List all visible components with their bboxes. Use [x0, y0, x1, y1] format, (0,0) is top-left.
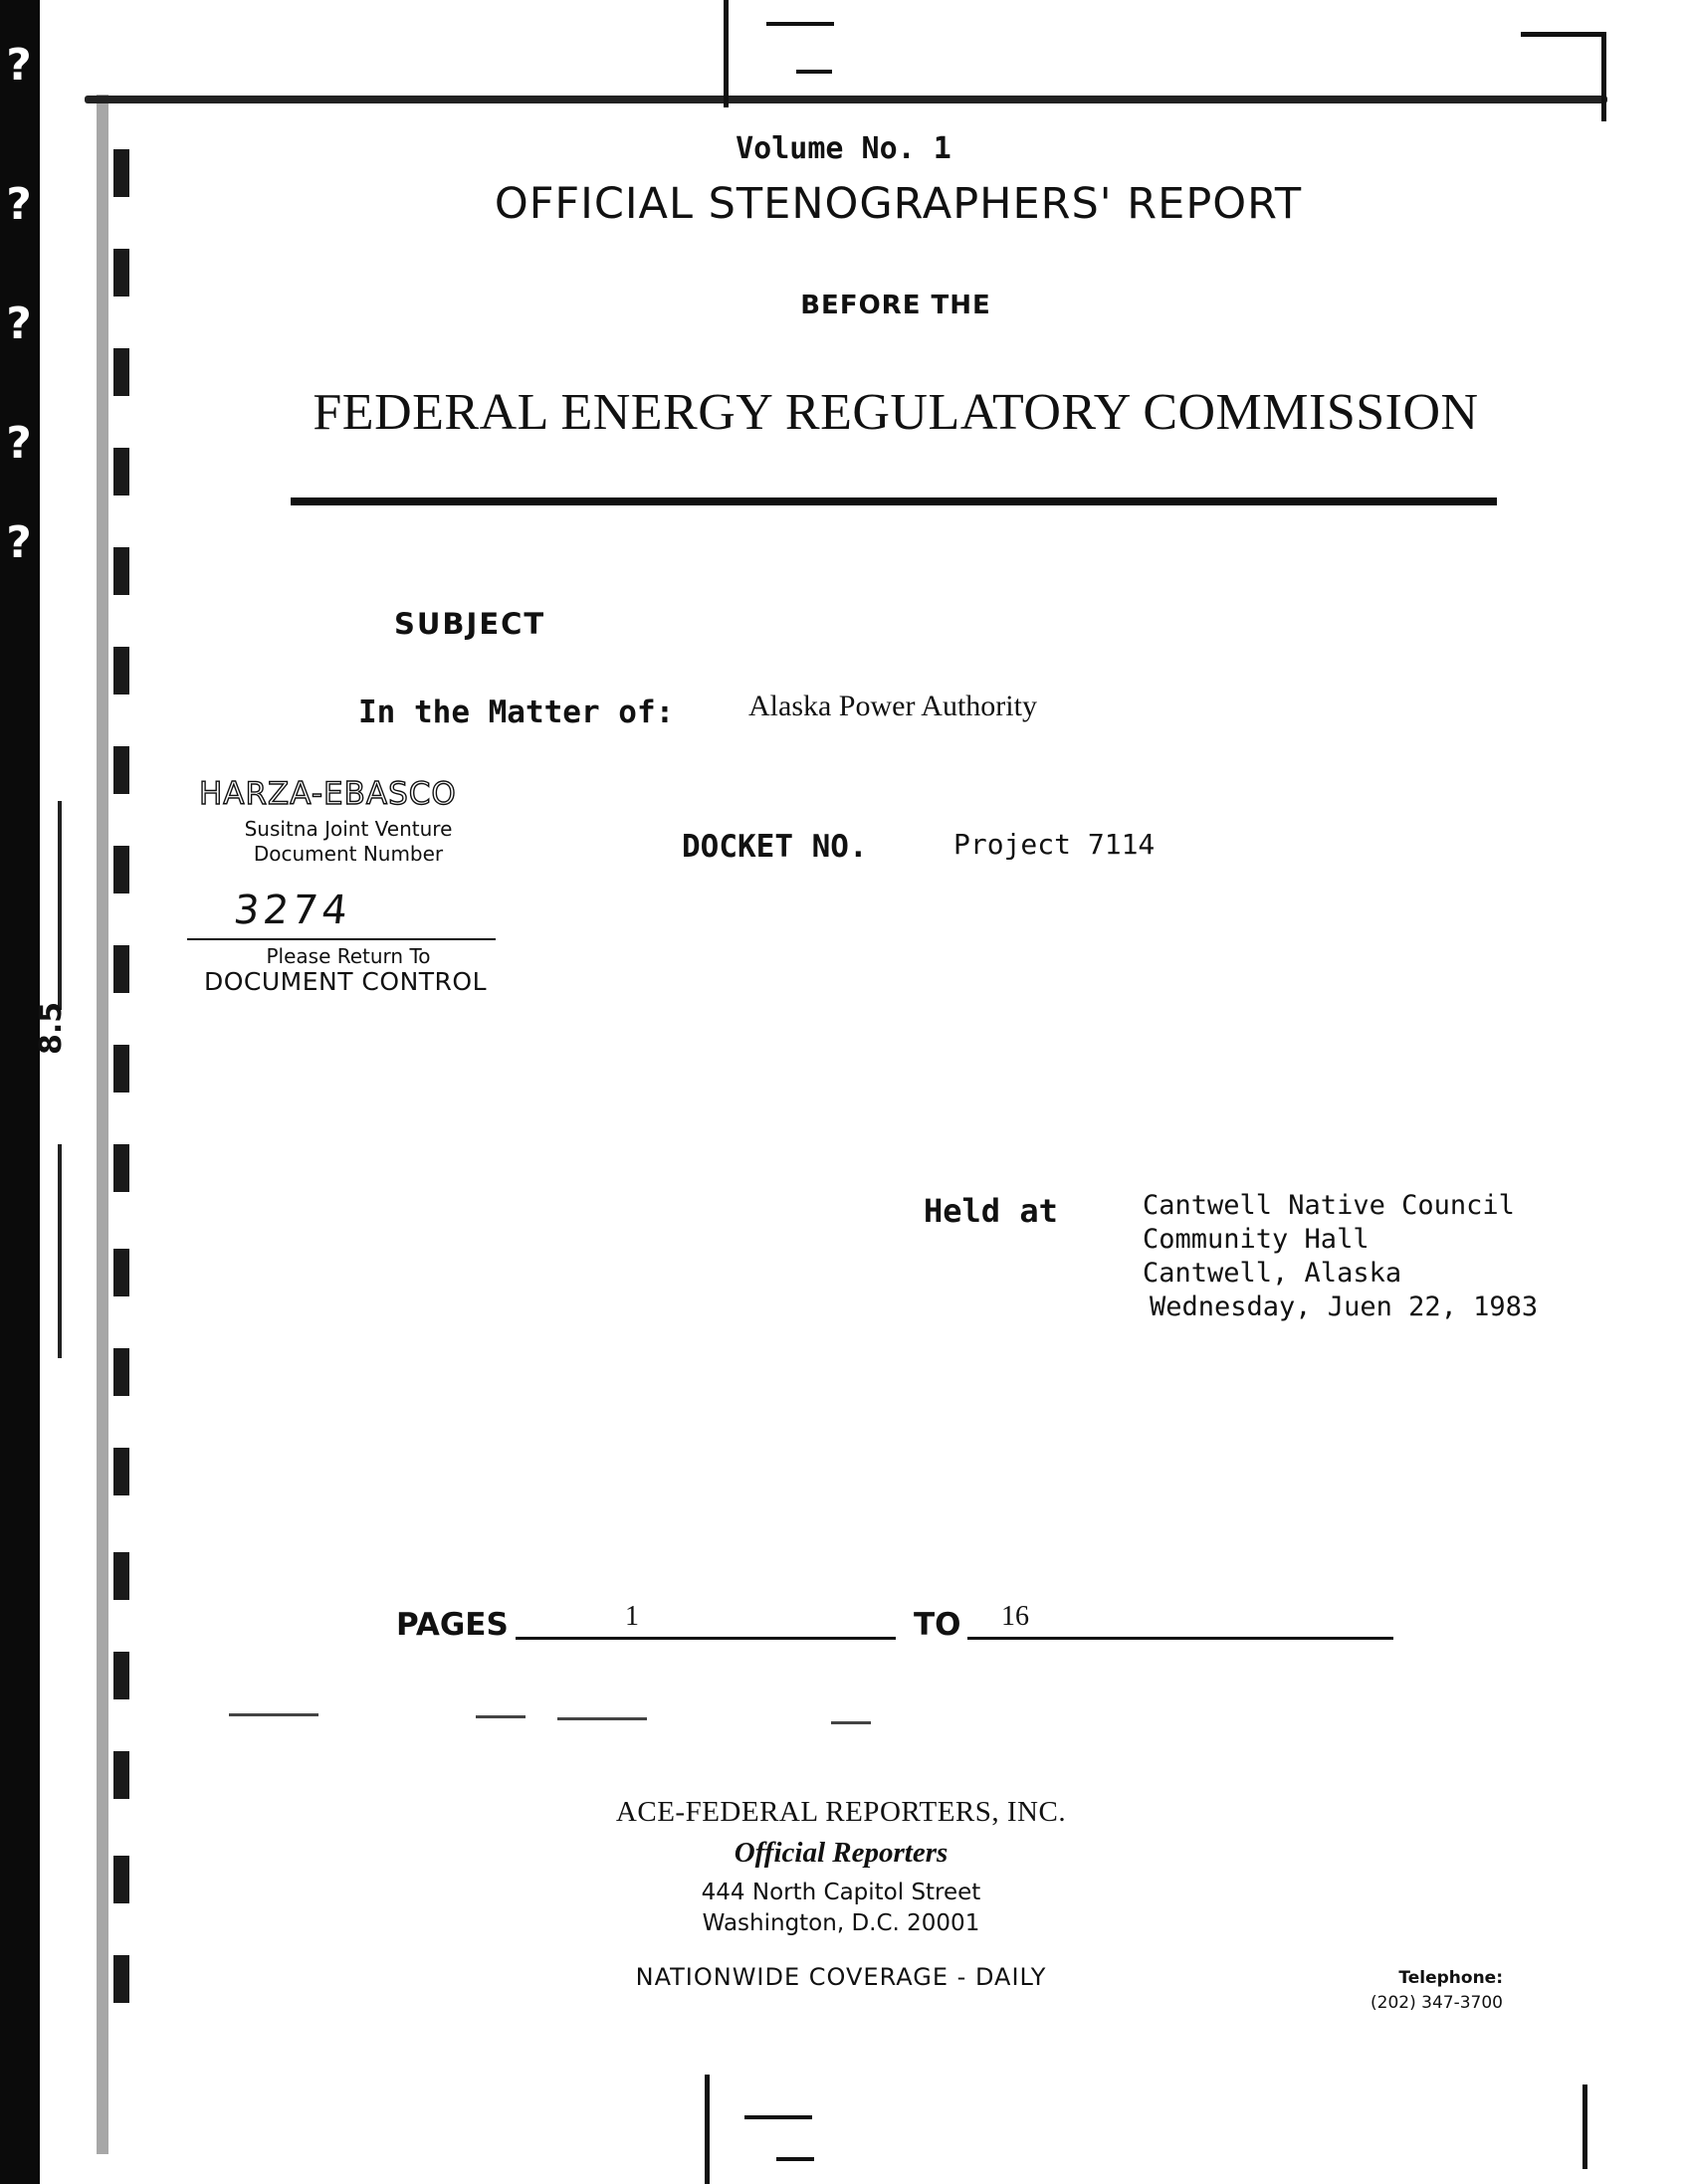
binding-mark	[113, 1045, 129, 1092]
registration-dash	[766, 22, 834, 26]
held-at-line: Community Hall	[1143, 1224, 1370, 1255]
docket-value: Project 7114	[953, 828, 1156, 861]
margin-tick	[58, 1144, 62, 1358]
stamp-document-number-label: Document Number	[253, 842, 444, 866]
agency-title: FEDERAL ENERGY REGULATORY COMMISSION	[313, 384, 1479, 441]
pages-to-underline	[967, 1637, 1393, 1640]
docket-label: DOCKET NO.	[682, 829, 868, 865]
matter-label: In the Matter of:	[358, 695, 675, 730]
stamp-logo: HARZA-EBASCO	[199, 776, 457, 812]
subject-label: SUBJECT	[394, 607, 546, 641]
pages-to-label: TO	[914, 1607, 961, 1643]
report-title: OFFICIAL STENOGRAPHERS' REPORT	[494, 179, 1303, 229]
volume-number: Volume No. 1	[736, 131, 951, 166]
pages-underline	[516, 1637, 896, 1640]
binding-mark	[113, 945, 129, 993]
scan-edge-glyph: ?	[6, 298, 32, 349]
margin-label: 8.5	[34, 1001, 69, 1055]
held-at-line: Cantwell, Alaska	[1143, 1258, 1402, 1289]
scan-edge-glyph: ?	[6, 179, 32, 230]
binding-mark	[113, 1448, 129, 1495]
corner-bracket	[1582, 2085, 1587, 2169]
title-divider	[291, 497, 1497, 505]
registration-dash	[744, 2115, 812, 2119]
pages-label: PAGES	[396, 1607, 509, 1643]
reporter-street: 444 North Capitol Street	[701, 1880, 981, 1905]
binding-mark	[113, 1249, 129, 1296]
binding-mark	[113, 1348, 129, 1396]
scan-edge-strip	[0, 0, 40, 2184]
scan-edge-glyph: ?	[6, 40, 32, 91]
margin-tick	[58, 801, 62, 1010]
binding-mark	[113, 1856, 129, 1903]
reporter-role: Official Reporters	[734, 1837, 949, 1869]
binding-mark	[113, 348, 129, 396]
registration-dash	[796, 70, 832, 74]
top-center-mark	[724, 0, 729, 107]
matter-value: Alaska Power Authority	[748, 690, 1037, 722]
reporter-city: Washington, D.C. 20001	[702, 1910, 980, 1936]
held-at-line: Cantwell Native Council	[1143, 1190, 1515, 1221]
pages-to-value: 16	[1001, 1601, 1029, 1632]
before-the-label: BEFORE THE	[800, 291, 991, 320]
binding-mark	[113, 846, 129, 893]
telephone-number: (202) 347-3700	[1371, 1993, 1503, 2013]
held-at-label: Held at	[924, 1192, 1058, 1230]
stamp-document-number: 3274	[231, 888, 354, 933]
scan-smear	[831, 1721, 871, 1724]
binding-mark	[113, 1751, 129, 1799]
binding-mark	[113, 448, 129, 496]
binding-mark	[113, 249, 129, 297]
bottom-center-mark	[705, 2075, 710, 2184]
binding-mark	[113, 647, 129, 695]
stamp-return-label: Please Return To	[266, 944, 431, 968]
scan-smear	[229, 1713, 318, 1716]
binding-edge	[97, 95, 108, 2154]
coverage-note: NATIONWIDE COVERAGE - DAILY	[635, 1963, 1047, 1991]
scan-edge-glyph: ?	[6, 418, 32, 469]
binding-mark	[113, 547, 129, 595]
scan-smear	[476, 1715, 526, 1718]
binding-mark	[113, 1552, 129, 1600]
top-border-rule	[85, 96, 1607, 103]
binding-mark	[113, 1144, 129, 1192]
scan-edge-glyph: ?	[6, 517, 32, 568]
pages-from-value: 1	[625, 1601, 639, 1632]
held-at-line: Wednesday, Juen 22, 1983	[1150, 1291, 1539, 1322]
telephone-label: Telephone:	[1398, 1968, 1503, 1988]
stamp-venture-label: Susitna Joint Venture	[244, 817, 453, 841]
binding-mark	[113, 1652, 129, 1699]
binding-mark	[113, 1955, 129, 2003]
stamp-control-label: DOCUMENT CONTROL	[203, 967, 488, 996]
corner-bracket	[1521, 32, 1606, 121]
scan-smear	[557, 1717, 647, 1720]
stamp-rule	[187, 938, 496, 940]
registration-dash	[776, 2157, 814, 2161]
reporter-company: ACE-FEDERAL REPORTERS, INC.	[615, 1796, 1067, 1828]
binding-mark	[113, 746, 129, 794]
